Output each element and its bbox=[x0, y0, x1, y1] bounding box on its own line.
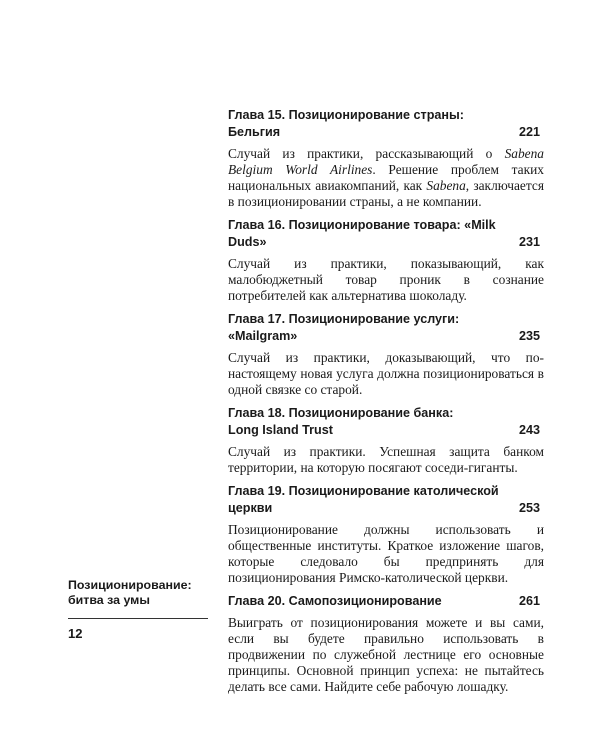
chapter-title-line-2: церкви bbox=[228, 501, 273, 515]
chapter-page-number: 231 bbox=[518, 235, 540, 249]
running-title-line-2: битва за умы bbox=[68, 593, 150, 607]
chapter-page-number: 221 bbox=[518, 125, 540, 139]
description-text: . Решение проблем таких национальных авиакомпаний, как bbox=[228, 162, 544, 193]
chapter-description: Выиграть от позиционирования можете и вы сами, если вы будете правильно использовать в продвижении по служебной лестнице его основные принципы. Основной принцип успеха: не пытайтесь делать все сами. Найдите себе рабочую лошадку. bbox=[228, 615, 544, 694]
toc-entry-heading bbox=[228, 311, 544, 345]
chapter-title-line-1: Глава 18. Позиционирование банка: bbox=[228, 406, 454, 420]
table-of-contents bbox=[228, 107, 544, 702]
description-text: Случай из практики, рассказывающий о bbox=[228, 146, 505, 161]
chapter-description: Случай из практики, показывающий, как малобюджетный товар проник в сознание потребителей как альтернатива шоколаду. bbox=[228, 256, 544, 303]
toc-entry-chapter-17 bbox=[228, 311, 544, 398]
description-italic: Sabena Belgium World Airlines bbox=[228, 146, 544, 177]
chapter-title bbox=[228, 483, 507, 517]
chapter-description: Случай из практики. Успешная защита банком территории, на которую посягают соседи-гиганты. bbox=[228, 444, 544, 475]
chapter-title-line-1: Глава 19. Позиционирование католической bbox=[228, 484, 499, 498]
toc-entry-chapter-16 bbox=[228, 217, 544, 304]
toc-entry-heading bbox=[228, 593, 544, 610]
description-text: , заключается в позиционировании страны, а не компании. bbox=[228, 178, 544, 209]
toc-entry-heading bbox=[228, 217, 544, 251]
chapter-title: Глава 20. Самопозиционирование bbox=[228, 594, 442, 608]
toc-entry-heading bbox=[228, 107, 544, 141]
chapter-title: Глава 17. Позиционирование услуги: «Mailgram» bbox=[228, 312, 460, 343]
chapter-page-number: 235 bbox=[518, 329, 540, 343]
toc-entry-chapter-20 bbox=[228, 593, 544, 695]
page-number: 12 bbox=[68, 626, 83, 641]
running-title-line-1: Позиционирование: bbox=[68, 578, 192, 592]
toc-entry-chapter-18 bbox=[228, 405, 544, 476]
chapter-description: Случай из практики, доказывающий, что по-настоящему новая услуга должна позиционироваться в одной связке со старой. bbox=[228, 350, 544, 397]
chapter-title: Глава 16. Позиционирование товара: «Milk Duds» bbox=[228, 218, 496, 249]
toc-entry-chapter-19 bbox=[228, 483, 544, 586]
chapter-title bbox=[228, 405, 461, 439]
chapter-page-number: 253 bbox=[518, 501, 540, 515]
chapter-description: Позиционирование должны использовать и общественные институты. Краткое изложение шагов, которые следовало бы предпринять для позиционирования Римско-католической церкви. bbox=[228, 522, 544, 585]
chapter-page-number: 243 bbox=[518, 423, 540, 437]
chapter-title-line-2: Long Island Trust bbox=[228, 423, 333, 437]
chapter-description bbox=[228, 146, 544, 210]
running-book-title bbox=[68, 578, 208, 619]
toc-entry-heading bbox=[228, 483, 544, 517]
chapter-page-number: 261 bbox=[518, 594, 540, 608]
toc-entry-heading bbox=[228, 405, 544, 439]
toc-entry-chapter-15 bbox=[228, 107, 544, 210]
description-italic: Sabena bbox=[426, 178, 466, 193]
chapter-title: Глава 15. Позиционирование страны: Бельгия bbox=[228, 108, 464, 139]
